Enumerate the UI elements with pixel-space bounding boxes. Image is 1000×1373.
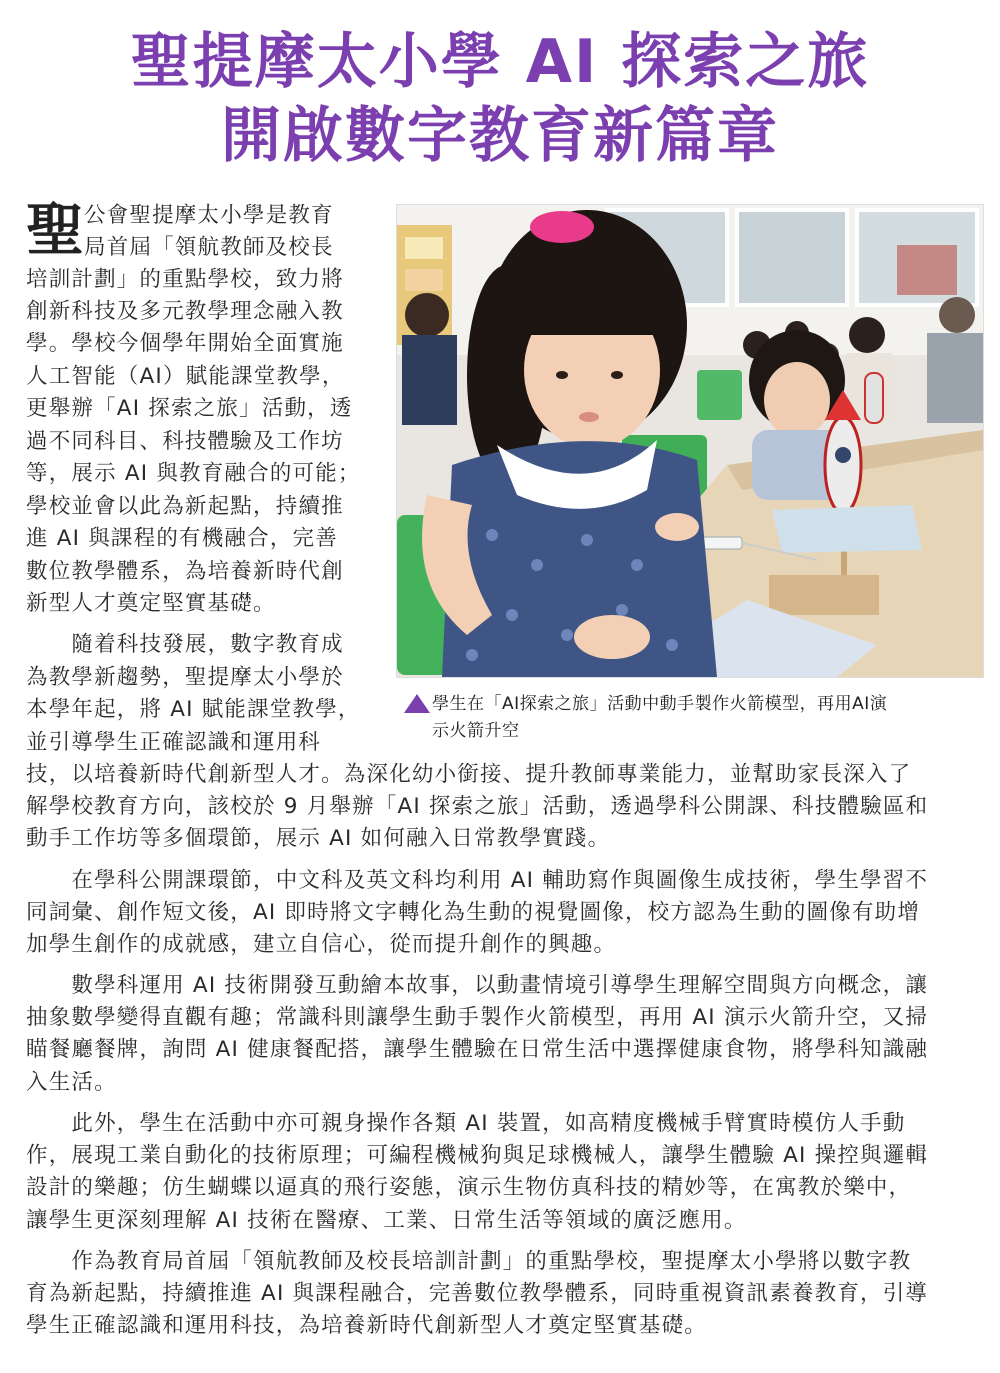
para6-line: 育為新起點，持續推進 AI 與課程融合，完善數位教學體系，同時重視資訊素養教育，引導 xyxy=(26,1281,929,1306)
classroom-photo xyxy=(396,204,984,678)
intro-line: 培訓計劃」的重點學校，致力將 xyxy=(26,267,344,292)
para2-line: 技，以培養新時代創新型人才。為深化幼小銜接、提升教師專業能力，並幫助家長深入了 xyxy=(26,762,912,787)
photo-caption-line-1: 學生在「AI探索之旅」活動中動手製作火箭模型，再用AI演 xyxy=(432,694,888,714)
intro-line: 等，展示 AI 與教育融合的可能； xyxy=(26,461,361,486)
para3-line: 同詞彙、創作短文後，AI 即時將文字轉化為生動的視覺圖像，校方認為生動的圖像有助增 xyxy=(26,900,921,925)
para5-line: 設計的樂趣；仿生蝴蝶以逼真的飛行姿態，演示生物仿真科技的精妙等，在寓教於樂中， xyxy=(26,1175,912,1200)
para4-line: 數學科運用 AI 技術開發互動繪本故事，以動畫情境引導學生理解空間與方向概念，讓 xyxy=(26,973,929,998)
para4-line: 入生活。 xyxy=(26,1070,117,1095)
intro-line: 數位教學體系，為培養新時代創 xyxy=(26,559,344,584)
para4-line: 瞄餐廳餐牌，詢問 AI 健康餐配搭，讓學生體驗在日常生活中選擇健康食物，將學科知識融 xyxy=(26,1037,929,1062)
intro-line: 更舉辦「AI 探索之旅」活動，透 xyxy=(26,396,353,421)
para5-line: 此外，學生在活動中亦可親身操作各類 AI 裝置，如高精度機械手臂實時模仿人手動 xyxy=(26,1111,906,1136)
para6-line: 學生正確認識和運用科技，為培養新時代創新型人才奠定堅實基礎。 xyxy=(26,1313,708,1338)
intro-line: 人工智能（AI）賦能課堂教學， xyxy=(26,364,345,389)
para2-line: 為教學新趨勢，聖提摩太小學於 xyxy=(26,665,344,690)
para5-line: 作，展現工業自動化的技術原理；可編程機械狗與足球機械人，讓學生體驗 AI 操控與邏輯 xyxy=(26,1143,929,1168)
para4-line: 抽象數學變得直觀有趣；常識科則讓學生動手製作火箭模型，再用 AI 演示火箭升空，又掃 xyxy=(26,1005,929,1030)
triangle-icon xyxy=(404,694,430,713)
para2-line: 動手工作坊等多個環節，展示 AI 如何融入日常教學實踐。 xyxy=(26,826,611,851)
intro-line: 過不同科目、科技體驗及工作坊 xyxy=(26,429,344,454)
intro-line: 公會聖提摩太小學是教育 xyxy=(84,203,334,228)
para6-line: 作為教育局首屆「領航教師及校長培訓計劃」的重點學校，聖提摩太小學將以數字教 xyxy=(26,1249,912,1274)
intro-line: 局首屆「領航教師及校長 xyxy=(84,235,334,260)
drop-cap: 聖 xyxy=(26,196,85,264)
headline-line-1: 聖提摩太小學 AI 探索之旅 xyxy=(130,27,870,97)
para2-line: 隨着科技發展，數字教育成 xyxy=(26,632,344,657)
para3-line: 加學生創作的成就感，建立自信心，從而提升創作的興趣。 xyxy=(26,932,617,957)
intro-line: 學。學校今個學年開始全面實施 xyxy=(26,331,344,356)
headline-line-2: 開啟數字教育新篇章 xyxy=(221,101,779,171)
para2-line: 解學校教育方向，該校於 9 月舉辦「AI 探索之旅」活動，透過學科公開課、科技體驗區和 xyxy=(26,794,929,819)
intro-line: 學校並會以此為新起點，持續推 xyxy=(26,494,344,519)
para2-line: 本學年起，將 AI 賦能課堂教學， xyxy=(26,697,361,722)
intro-line: 新型人才奠定堅實基礎。 xyxy=(26,591,276,616)
para5-line: 讓學生更深刻理解 AI 技術在醫療、工業、日常生活等領域的廣泛應用。 xyxy=(26,1208,747,1233)
para2-line: 並引導學生正確認識和運用科 xyxy=(26,730,322,755)
intro-line: 進 AI 與課程的有機融合，完善 xyxy=(26,526,338,551)
intro-line: 創新科技及多元教學理念融入教 xyxy=(26,299,344,324)
photo-caption-line-2: 示火箭升空 xyxy=(432,721,520,741)
para3-line: 在學科公開課環節，中文科及英文科均利用 AI 輔助寫作與圖像生成技術，學生學習不 xyxy=(26,868,929,893)
